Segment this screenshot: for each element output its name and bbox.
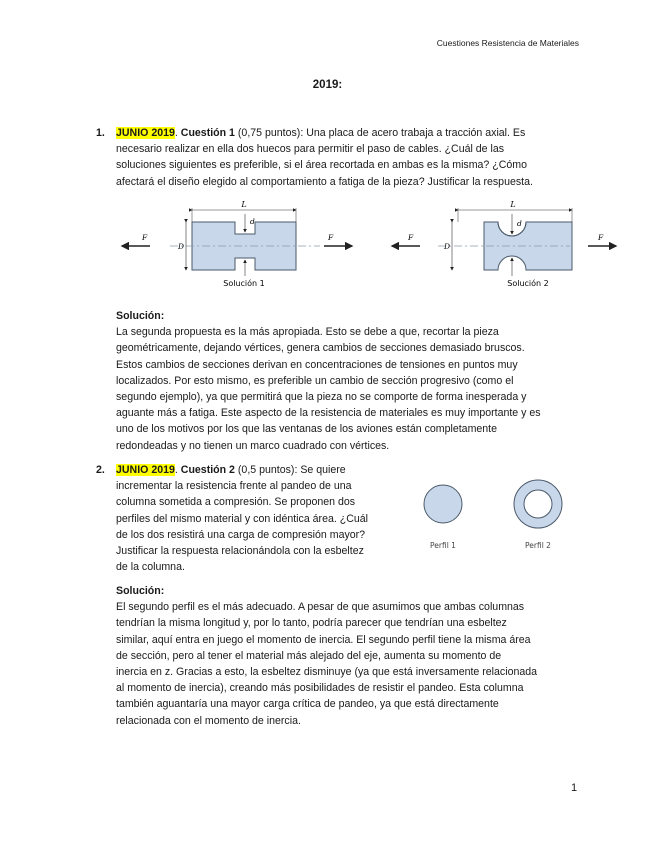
dim-D-label-2: D: [444, 242, 451, 251]
question-line: necesario realizar en ella dos huecos para permitir el paso de cables. ¿Cuál de las: [116, 143, 505, 156]
question-1: [96, 125, 576, 190]
solution-line: localizados. Por esto mismo, es preferible un cambio de sección progresivo (como el: [116, 374, 514, 387]
question-line: [116, 125, 576, 141]
caption-solution-2: Solución 2: [507, 279, 549, 288]
caption-profile-2: Perfil 2: [525, 541, 551, 550]
running-header: Cuestiones Resistencia de Materiales: [436, 38, 579, 48]
caption-profile-1: Perfil 1: [430, 541, 456, 550]
profile-1-solid: [424, 485, 462, 523]
dim-D-label: D: [178, 242, 185, 251]
question-line: Justificar la respuesta relacionándola con la esbeltez: [116, 545, 364, 558]
force-left-label-2: F: [408, 233, 414, 242]
question-points: (0,5 puntos): [237, 464, 295, 476]
question-title: Cuestión 2: [180, 464, 235, 476]
solution-line: de sección, pero al tener el material más alejado del eje, aumenta su momento de: [116, 649, 502, 662]
exam-date-highlight: JUNIO 2019: [116, 464, 175, 476]
solution-line: aguante más a fatiga. Este aspecto de la resistencia de materiales es muy importante y es: [116, 407, 541, 420]
question-points: (0,75 puntos): [237, 127, 301, 139]
dot: .: [174, 127, 178, 139]
caption-solution-1: Solución 1: [223, 279, 265, 288]
solution-line: El segundo perfil es el más adecuado. A pesar de que asumimos que ambas columnas: [116, 601, 525, 614]
question-title: Cuestión 1: [180, 127, 235, 139]
question-text: : Se quiere: [294, 464, 346, 476]
force-left-label: F: [142, 233, 148, 242]
question-line: incrementar la resistencia frente al pandeo de una: [116, 480, 352, 493]
solution-line: Estos cambios de secciones derivan en concentraciones de tensiones en puntos muy: [116, 358, 518, 371]
solution-line: al momento de inercia), creando más posibilidades de resistir el pandeo. Esta columna: [116, 682, 524, 695]
question-line: de la columna.: [116, 561, 185, 574]
force-right-label: F: [328, 233, 334, 242]
figure-profiles: [410, 470, 580, 556]
solution-line: uno de los motivos por los que las ventanas de los aviones están completamente: [116, 423, 498, 436]
dim-d-label-2: d: [517, 219, 522, 228]
dot: .: [174, 464, 178, 476]
dim-L-label-2: L: [510, 200, 516, 209]
solution-1: [116, 308, 586, 454]
question-line: perfiles del mismo material y con idéntica área. ¿Cuál: [116, 512, 368, 525]
dim-d-label: d: [250, 217, 255, 226]
question-line: soluciones siguientes es preferible, si el área recortada en ambas es la misma? ¿Cómo: [116, 159, 527, 172]
solution-line: geométricamente, dejando vértices, genera cambios de secciones demasiado bruscos.: [116, 342, 525, 355]
solution-line: tendrían la misma longitud y, por lo tanto, podría parecer que tendrían una esbeltez: [116, 617, 507, 630]
solution-line: relacionada con el momento de inercia.: [116, 714, 301, 727]
question-text: : Una placa de acero trabaja a tracción axial. Es: [300, 127, 526, 139]
question-line: columna sometida a compresión. Se proponen dos: [116, 496, 356, 509]
section-title: 2019:: [312, 79, 343, 91]
question-line: afectará el diseño elegido al comportamiento a fatiga de la pieza? Justificar la respuesta.: [116, 175, 533, 188]
solution-line: inercia en z. Gracias a esto, la esbeltez disminuye (ya que está inversamente relacionada: [116, 666, 538, 679]
question-number: 1.: [96, 127, 105, 139]
solution-line: similar, aquí entra en juego el momento de inercia. El segundo perfil tiene la misma área: [116, 633, 531, 646]
exam-date-highlight: JUNIO 2019: [116, 127, 175, 139]
dim-L-label: L: [241, 200, 247, 209]
solution-2: [116, 583, 586, 729]
question-2: [96, 462, 406, 575]
solution-line: redondeadas y no tienen un marco cuadrado con vértices.: [116, 439, 390, 452]
page-number: 1: [571, 782, 578, 794]
solution-line: segundo ejemplo), ya que permitirá que la pieza no se comporte de forma inesperada y: [116, 391, 527, 404]
solution-line: La segunda propuesta es la más apropiada. Esto se debe a que, recortar la pieza: [116, 326, 499, 339]
question-line: de los dos resistirá una carga de compresión mayor?: [116, 528, 366, 541]
solution-title: Solución:: [116, 310, 165, 322]
solution-title: Solución:: [116, 585, 165, 597]
solution-line: también aguantaría una mayor carga crítica de pandeo, ya que está directamente: [116, 698, 499, 711]
force-right-label-2: F: [598, 233, 604, 242]
figure-plates: [108, 196, 628, 292]
question-number: 2.: [96, 464, 105, 476]
question-line: [116, 462, 406, 478]
